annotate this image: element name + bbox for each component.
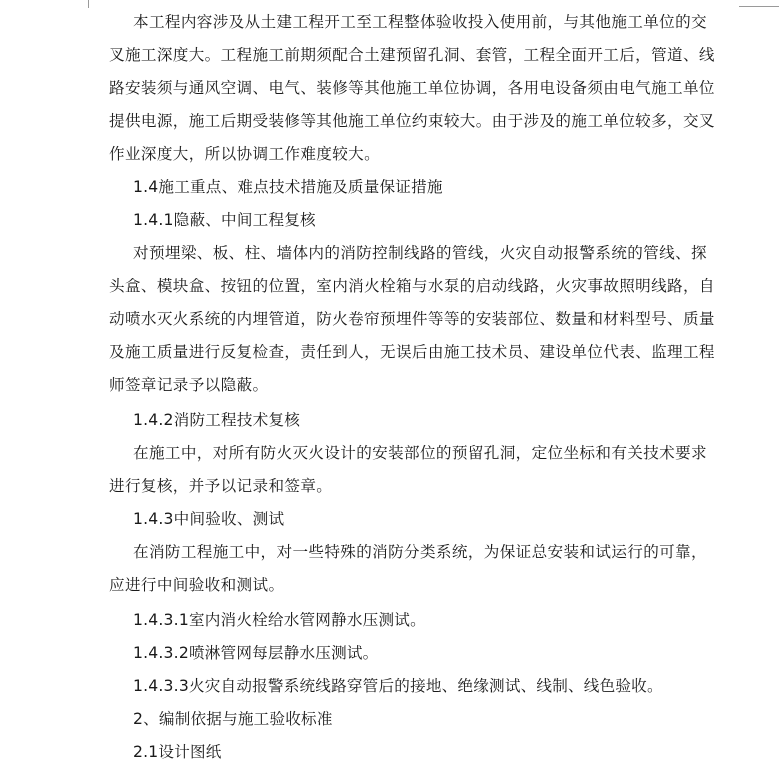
paragraph-line: 对预埋梁、板、柱、墙体内的消防控制线路的管线，火灾自动报警系统的管线、探 — [133, 244, 707, 262]
section-heading: 2.1设计图纸 — [133, 743, 222, 761]
paragraph-line: 路安装须与通风空调、电气、装修等其他施工单位协调，各用电设备须由电气施工单位 — [109, 79, 715, 97]
section-heading: 1.4.3中间验收、测试 — [133, 510, 285, 528]
paragraph-line: 在消防工程施工中，对一些特殊的消防分类系统，为保证总安装和试运行的可靠， — [133, 543, 707, 561]
paragraph-line: 应进行中间验收和测试。 — [109, 576, 285, 594]
paragraph-line: 头盒、模块盒、按钮的位置，室内消火栓箱与水泵的启动线路，火灾事故照明线路，自 — [109, 277, 715, 295]
paragraph-line: 在施工中，对所有防火灭火设计的安装部位的预留孔洞，定位坐标和有关技术要求 — [133, 444, 707, 462]
paragraph-line: 及施工质量进行反复检查，责任到人，无误后由施工技术员、建设单位代表、监理工程 — [109, 343, 715, 361]
section-heading: 1.4.3.3火灾自动报警系统线路穿管后的接地、绝缘测试、线制、线色验收。 — [133, 677, 663, 695]
section-heading: 1.4施工重点、难点技术措施及质量保证措施 — [133, 178, 443, 196]
paragraph-line: 作业深度大，所以协调工作难度较大。 — [109, 145, 381, 163]
paragraph-line: 本工程内容涉及从土建工程开工至工程整体验收投入使用前，与其他施工单位的交 — [133, 13, 707, 31]
paragraph-line: 提供电源，施工后期受装修等其他施工单位约束较大。由于涉及的施工单位较多，交叉 — [109, 112, 715, 130]
page-corner-mark-vertical — [88, 0, 89, 8]
section-heading: 2、编制依据与施工验收标准 — [133, 710, 333, 728]
paragraph-line: 动喷水灭火系统的内埋管道，防火卷帘预埋件等等的安装部位、数量和材料型号、质量 — [109, 310, 715, 328]
section-heading: 1.4.3.2喷淋管网每层静水压测试。 — [133, 644, 379, 662]
paragraph-line: 进行复核，并予以记录和签章。 — [109, 477, 333, 495]
page-corner-mark-horizontal — [739, 6, 779, 7]
section-heading: 1.4.2消防工程技术复核 — [133, 411, 301, 429]
paragraph-line: 师签章记录予以隐蔽。 — [109, 376, 269, 394]
section-heading: 1.4.3.1室内消火栓给水管网静水压测试。 — [133, 611, 426, 629]
section-heading: 1.4.1隐蔽、中间工程复核 — [133, 211, 316, 229]
paragraph-line: 叉施工深度大。工程施工前期须配合土建预留孔洞、套管，工程全面开工后，管道、线 — [109, 46, 715, 64]
